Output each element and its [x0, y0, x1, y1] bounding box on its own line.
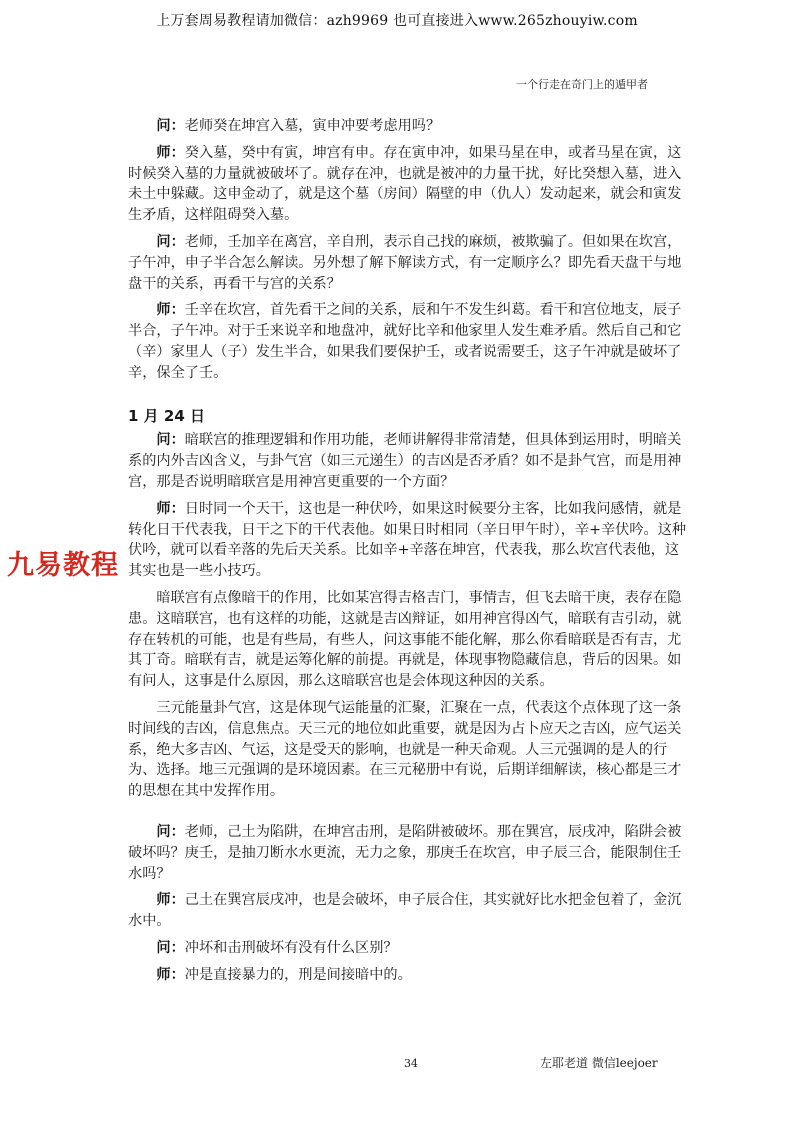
- paragraph-text: 老师癸在坤宫入墓，寅申冲要考虑用吗？: [184, 118, 441, 134]
- paragraph: [128, 430, 688, 492]
- paragraph: [128, 300, 688, 383]
- paragraph: [128, 822, 688, 884]
- speaker-label: 师：: [156, 892, 185, 909]
- paragraph-text: 冲是直接暴力的，刑是间接暗中的。: [184, 966, 412, 983]
- paragraph: [128, 890, 688, 932]
- running-header: 一个行走在奇门上的遁甲者: [516, 78, 648, 91]
- qa-block-2: [128, 430, 688, 802]
- speaker-label: 师：: [156, 966, 185, 983]
- paragraph-text: 壬辛在坎宫，首先看干之间的关系，辰和午不发生纠葛。看干和宫位地支，辰子半合，子午冲。对于壬来说辛和地盘冲，就好比辛和他家里人发生难矛盾。然后自己和它（辛）家里人（子）发生半合，如果我们要保护壬，或者说需要壬，这子午冲就是破坏了辛，保全了壬。: [128, 302, 682, 381]
- speaker-label: 师：: [156, 500, 185, 517]
- speaker-label: 问：: [156, 432, 185, 449]
- paragraph-text: 冲坏和击刑破坏有没有什么区别？: [184, 939, 398, 956]
- paragraph: [128, 143, 688, 226]
- paragraph-text: 老师，壬加辛在离宫，辛自刑，表示自己找的麻烦，被欺骗了。但如果在坎宫，子午冲，申子半合怎么解读。另外想了解下解读方式，有一定顺序么？即先看天盘干与地盘干的关系，再看干与宫的关系？: [128, 233, 682, 292]
- speaker-label: 师：: [156, 302, 185, 319]
- paragraph: [128, 499, 688, 582]
- paragraph: [128, 938, 688, 959]
- paragraph-text: 三元能量卦气宫，这是体现气运能量的汇聚，汇聚在一点，代表这个点体现了这一条时间线的吉凶，信息焦点。天三元的地位如此重要，就是因为占卜应天之吉凶，应气运关系，绝大多吉凶、气运，这是受天的影响，也就是一种天命观。人三元强调的是人的行为、选择。地三元强调的是环境因素。在三元秘册中有说，后期详细解读，核心都是三才的思想在其中发挥作用。: [128, 699, 682, 800]
- footer-credit: 左耶老道 微信leejoer: [540, 1056, 658, 1070]
- section-gap: [128, 808, 688, 822]
- paragraph: [128, 698, 688, 802]
- top-banner: 上万套周易教程请加微信：azh9969 也可直接进入www.265zhouyiw.com: [156, 13, 638, 29]
- paragraph-text: 己土在巽宫辰戌冲，也是会破坏，申子辰合住，其实就好比水把金包着了，金沉水中。: [128, 892, 682, 930]
- paragraph-text: 日时同一个天干，这也是一种伏吟，如果这时候要分主客，比如我问感情，就是转化日干代表我，日干之下的干代表他。如果日时相同（辛日甲午时），辛+辛伏吟。这种伏吟，就可以看辛落的先后天关系。比如辛+辛落在坤宫，代表我，那么坎宫代表他，这其实也是一些小技巧。: [128, 500, 687, 580]
- date-heading: 1 月 24 日: [128, 406, 205, 425]
- qa-block-3: [128, 822, 688, 986]
- paragraph: [128, 232, 688, 294]
- speaker-label: 问：: [156, 118, 185, 134]
- watermark-logo: 九易教程: [7, 550, 119, 581]
- document-body: [128, 116, 688, 991]
- speaker-label: 师：: [156, 144, 185, 161]
- qa-block-1: [128, 116, 688, 384]
- speaker-label: 问：: [156, 233, 185, 250]
- paragraph-text: 癸入墓，癸中有寅，坤宫有申。存在寅申冲，如果马星在申，或者马星在寅，这时候癸入墓的力量就被破坏了。就存在冲，也就是被冲的力量干扰，好比癸想入墓，进入未土中躲藏。这申金动了，就是这个墓（房间）隔壁的申（仇人）发动起来，就会和寅发生矛盾，这样阻碍癸入墓。: [128, 144, 682, 224]
- paragraph-text: 暗联宫的推理逻辑和作用功能，老师讲解得非常清楚，但具体到运用时，明暗关系的内外吉凶含义，与卦气宫（如三元递生）的吉凶是否矛盾？如不是卦气宫，而是用神宫，那是否说明暗联宫是用神宫更重要的一个方面？: [128, 432, 682, 490]
- speaker-label: 问：: [156, 823, 185, 840]
- paragraph-text: 老师，己土为陷阱，在坤宫击刑，是陷阱被破坏。那在巽宫，辰戌冲，陷阱会被破坏吗？庚壬，是抽刀断水水更流，无力之象，那庚壬在坎宫，申子辰三合，能限制住壬水吗？: [128, 823, 682, 882]
- paragraph: [128, 965, 688, 986]
- paragraph: [128, 116, 688, 137]
- speaker-label: 问：: [156, 939, 185, 956]
- paragraph-text: 暗联宫有点像暗干的作用，比如某宫得吉格吉门，事情吉，但飞去暗干庚，表存在隐患。这暗联宫，也有这样的功能，这就是吉凶辩证，如用神宫得凶气，暗联有吉引动，就存在转机的可能，也是有些局，有些人，问这事能不能化解，那么你看暗联是否有吉，尤其丁奇。暗联有吉，就是运筹化解的前提。再就是，体现事物隐藏信息，背后的因果。如有问人，这事是什么原因，那么这暗联宫也是会体现这种因的关系。: [128, 589, 682, 690]
- page-number: 34: [404, 1057, 418, 1070]
- paragraph: [128, 588, 688, 692]
